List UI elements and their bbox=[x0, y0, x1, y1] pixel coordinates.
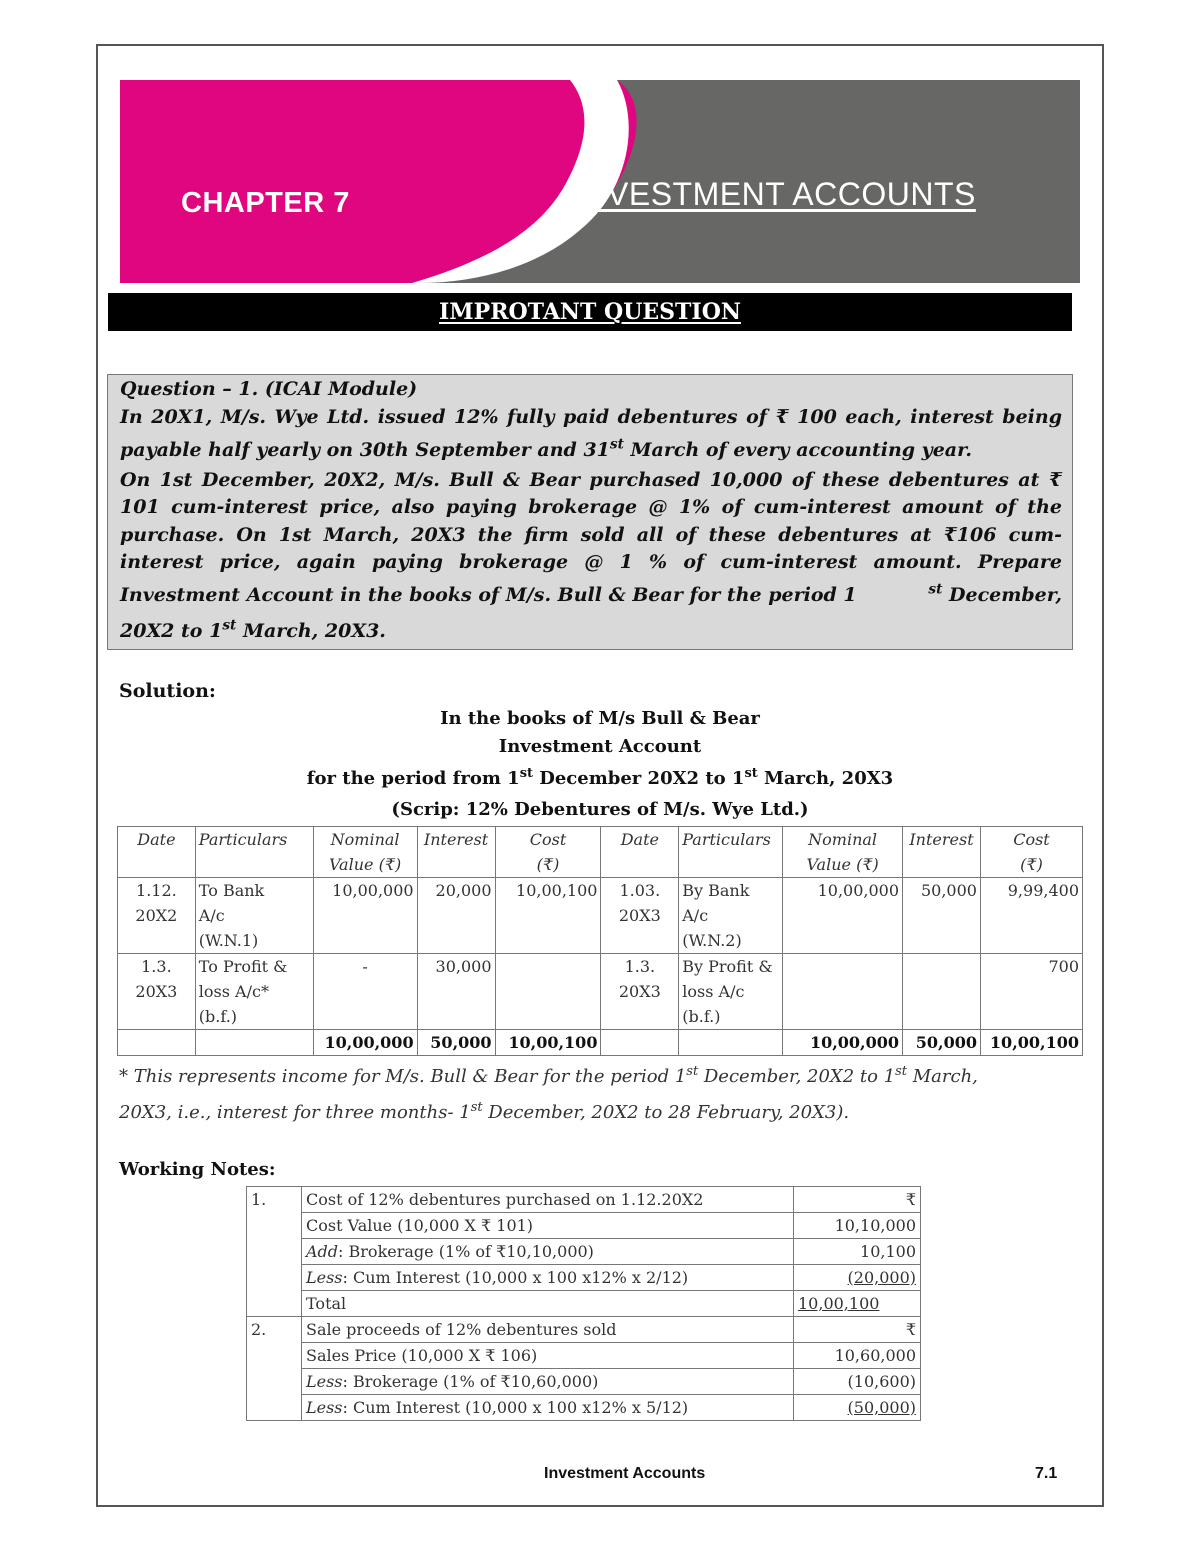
header-cost-line1: Cost bbox=[529, 830, 567, 849]
total-nominal-dr: 10,00,000 bbox=[313, 1030, 417, 1056]
note-item: Sales Price (10,000 X ₹ 106) bbox=[302, 1343, 794, 1369]
question-label-line bbox=[120, 378, 417, 400]
particulars-cell bbox=[195, 878, 313, 954]
question-line-7 bbox=[120, 581, 1062, 606]
particulars-line1: By Bank bbox=[682, 881, 750, 900]
particulars-cell bbox=[679, 878, 783, 954]
empty-cell bbox=[601, 1030, 679, 1056]
superscript: st bbox=[686, 1063, 699, 1079]
header-date-dr: Date bbox=[118, 827, 196, 878]
question-line-7b: December, bbox=[942, 584, 1062, 606]
question-label: Question – 1. bbox=[120, 378, 259, 400]
date-line2: 20X2 bbox=[135, 906, 178, 925]
superscript: st bbox=[895, 1063, 908, 1079]
investment-account-table bbox=[117, 826, 1083, 1056]
date-cell bbox=[118, 878, 196, 954]
header-nominal-line2: Value (₹) bbox=[806, 855, 879, 874]
period-part-c: March, 20X3 bbox=[757, 768, 894, 789]
note-item-text: : Brokerage (1% of ₹10,10,000) bbox=[338, 1242, 594, 1261]
cost-cell: 9,99,400 bbox=[980, 878, 1082, 954]
question-line-4: 101 cum-interest price, also paying brokerage @ 1% of cum-interest amount of the bbox=[120, 496, 1062, 518]
particulars-cell bbox=[195, 954, 313, 1030]
solution-label: Solution: bbox=[119, 680, 216, 702]
table-row bbox=[247, 1213, 921, 1239]
note-item-text: : Brokerage (1% of ₹10,60,000) bbox=[342, 1372, 599, 1391]
interest-cell bbox=[903, 954, 981, 1030]
table-row bbox=[118, 954, 1083, 1030]
empty-cell bbox=[195, 1030, 313, 1056]
date-line1: 1.3. bbox=[624, 957, 656, 976]
nominal-cell: - bbox=[313, 954, 417, 1030]
header-nominal-line2: Value (₹) bbox=[328, 855, 402, 874]
empty-cell bbox=[247, 1343, 302, 1369]
note-item bbox=[302, 1395, 794, 1421]
header-date-cr: Date bbox=[601, 827, 679, 878]
footnote-part: * This represents income for M/s. Bull & Bear for the period 1 bbox=[119, 1066, 687, 1087]
question-line-3: On 1st December, 20X2, M/s. Bull & Bear purchased 10,000 of these debentures at ₹ bbox=[120, 469, 1062, 491]
date-line1: 1.03. bbox=[619, 881, 661, 900]
date-line2: 20X3 bbox=[618, 982, 661, 1001]
note-number: 2. bbox=[247, 1317, 302, 1343]
note-item-prefix: Add bbox=[306, 1242, 339, 1261]
interest-cell: 20,000 bbox=[417, 878, 495, 954]
superscript: st bbox=[222, 617, 237, 634]
note-value: 10,60,000 bbox=[794, 1343, 921, 1369]
date-line1: 1.3. bbox=[141, 957, 172, 976]
table-row bbox=[247, 1187, 921, 1213]
table-row bbox=[247, 1291, 921, 1317]
header-interest-cr: Interest bbox=[903, 827, 981, 878]
currency-symbol: ₹ bbox=[794, 1317, 921, 1343]
question-source: (ICAI Module) bbox=[264, 378, 418, 400]
header-cost-line2: (₹) bbox=[1020, 855, 1043, 874]
particulars-line3: (b.f.) bbox=[682, 1007, 721, 1026]
table-row bbox=[247, 1265, 921, 1291]
currency-symbol: ₹ bbox=[794, 1187, 921, 1213]
empty-cell bbox=[247, 1265, 302, 1291]
note-item: Cost Value (10,000 X ₹ 101) bbox=[302, 1213, 794, 1239]
note-item-text: : Cum Interest (10,000 x 100 x12% x 5/12) bbox=[342, 1398, 689, 1417]
table-row bbox=[247, 1395, 921, 1421]
particulars-line3: (W.N.2) bbox=[682, 931, 742, 950]
superscript: st bbox=[744, 765, 758, 781]
interest-cell: 50,000 bbox=[903, 878, 981, 954]
table-row bbox=[118, 878, 1083, 954]
header-cost-line1: Cost bbox=[1013, 830, 1050, 849]
question-line-2b: March of every accounting year. bbox=[623, 439, 972, 461]
header-cost-dr bbox=[495, 827, 601, 878]
note-value bbox=[794, 1291, 921, 1317]
header-particulars-dr: Particulars bbox=[195, 827, 313, 878]
period-heading bbox=[120, 765, 1080, 789]
empty-cell bbox=[247, 1239, 302, 1265]
total-cost-dr: 10,00,100 bbox=[495, 1030, 601, 1056]
question-line-2a: payable half yearly on 30th September and 31 bbox=[120, 439, 610, 461]
nominal-cell: 10,00,000 bbox=[313, 878, 417, 954]
empty-cell bbox=[118, 1030, 196, 1056]
note-item-text: : Cum Interest (10,000 x 100 x12% x 2/12) bbox=[342, 1268, 689, 1287]
page-number: 7.1 bbox=[1035, 1465, 1058, 1482]
total-interest-dr: 50,000 bbox=[417, 1030, 495, 1056]
note-value: 10,10,000 bbox=[794, 1213, 921, 1239]
date-cell bbox=[118, 954, 196, 1030]
note-value bbox=[794, 1265, 921, 1291]
header-cost-cr bbox=[980, 827, 1082, 878]
table-row bbox=[247, 1369, 921, 1395]
note-item bbox=[302, 1369, 794, 1395]
superscript: st bbox=[609, 436, 624, 453]
date-cell bbox=[601, 878, 679, 954]
superscript: st bbox=[470, 1099, 483, 1115]
note-item bbox=[302, 1239, 794, 1265]
particulars-line3: (b.f.) bbox=[198, 1007, 238, 1026]
cost-cell bbox=[495, 954, 601, 1030]
total-nominal-cr: 10,00,000 bbox=[783, 1030, 903, 1056]
table-row bbox=[247, 1239, 921, 1265]
section-heading-bar bbox=[108, 293, 1072, 331]
chapter-title: INVESTMENT ACCOUNTS bbox=[574, 176, 976, 212]
cost-cell: 700 bbox=[980, 954, 1082, 1030]
footnote-part: 20X3, i.e., interest for three months- 1 bbox=[119, 1102, 471, 1123]
header-cost-line2: (₹) bbox=[536, 855, 560, 874]
superscript: st bbox=[928, 581, 943, 598]
note-value: 10,100 bbox=[794, 1239, 921, 1265]
note-item-prefix: Less bbox=[306, 1372, 343, 1391]
header-nominal-cr bbox=[783, 827, 903, 878]
particulars-line2: loss A/c* bbox=[198, 982, 269, 1001]
footnote-part: December, 20X2 to 28 February, 20X3). bbox=[482, 1102, 850, 1123]
empty-cell bbox=[247, 1213, 302, 1239]
particulars-line3: (W.N.1) bbox=[198, 931, 259, 950]
period-part-b: December 20X2 to 1 bbox=[532, 768, 745, 789]
header-interest-dr: Interest bbox=[417, 827, 495, 878]
question-line-2 bbox=[120, 436, 972, 461]
date-line1: 1.12. bbox=[136, 881, 177, 900]
particulars-line1: To Bank bbox=[198, 881, 265, 900]
date-line2: 20X3 bbox=[135, 982, 178, 1001]
question-line-5: purchase. On 1st March, 20X3 the firm sold all of these debentures at ₹106 cum- bbox=[120, 524, 1062, 546]
nominal-cell: 10,00,000 bbox=[783, 878, 903, 954]
empty-cell bbox=[247, 1395, 302, 1421]
books-heading: In the books of M/s Bull & Bear bbox=[440, 708, 760, 729]
note-value-text: 10,00,100 bbox=[798, 1294, 880, 1313]
question-box bbox=[107, 374, 1073, 650]
scrip-heading: (Scrip: 12% Debentures of M/s. Wye Ltd.) bbox=[391, 799, 809, 820]
date-cell bbox=[601, 954, 679, 1030]
note-value-text: (50,000) bbox=[847, 1398, 916, 1417]
question-line-8a: 20X2 to 1 bbox=[120, 620, 223, 642]
section-heading: IMPROTANT QUESTION bbox=[439, 299, 741, 325]
particulars-line2: loss A/c bbox=[682, 982, 745, 1001]
footnote-part: March, bbox=[907, 1066, 978, 1087]
note-item-prefix: Less bbox=[306, 1268, 343, 1287]
note-item bbox=[302, 1265, 794, 1291]
note-number: 1. bbox=[247, 1187, 302, 1213]
question-line-7a: Investment Account in the books of M/s. Bull & Bear for the period 1 bbox=[120, 584, 857, 606]
header-nominal-line1: Nominal bbox=[330, 830, 400, 849]
table-row bbox=[247, 1343, 921, 1369]
interest-cell: 30,000 bbox=[417, 954, 495, 1030]
footnote-line-2 bbox=[119, 1099, 850, 1123]
note-item: Total bbox=[302, 1291, 794, 1317]
header-nominal-line1: Nominal bbox=[808, 830, 878, 849]
question-line-1: In 20X1, M/s. Wye Ltd. issued 12% fully paid debentures of ₹ 100 each, interest being bbox=[120, 406, 1062, 428]
note-value bbox=[794, 1395, 921, 1421]
total-interest-cr: 50,000 bbox=[903, 1030, 981, 1056]
question-line-8 bbox=[120, 617, 386, 642]
account-heading: Investment Account bbox=[498, 736, 702, 757]
particulars-line2: A/c bbox=[198, 906, 225, 925]
note-item-prefix: Less bbox=[306, 1398, 343, 1417]
note-title: Sale proceeds of 12% debentures sold bbox=[302, 1317, 794, 1343]
working-notes-label: Working Notes: bbox=[119, 1159, 276, 1180]
empty-cell bbox=[679, 1030, 783, 1056]
particulars-line1: By Profit & bbox=[682, 957, 773, 976]
question-line-6: interest price, again paying brokerage @ 1 % of cum-interest amount. Prepare bbox=[120, 551, 1062, 573]
cost-cell: 10,00,100 bbox=[495, 878, 601, 954]
totals-row bbox=[118, 1030, 1083, 1056]
date-line2: 20X3 bbox=[618, 906, 661, 925]
empty-cell bbox=[247, 1291, 302, 1317]
nominal-cell bbox=[783, 954, 903, 1030]
period-part-a: for the period from 1 bbox=[306, 768, 520, 789]
particulars-cell bbox=[679, 954, 783, 1030]
empty-cell bbox=[247, 1369, 302, 1395]
table-header-row bbox=[118, 827, 1083, 878]
note-value: (10,600) bbox=[794, 1369, 921, 1395]
footer-title: Investment Accounts bbox=[544, 1465, 706, 1482]
header-particulars-cr: Particulars bbox=[679, 827, 783, 878]
total-cost-cr: 10,00,100 bbox=[980, 1030, 1082, 1056]
particulars-line2: A/c bbox=[682, 906, 709, 925]
note-value-text: (20,000) bbox=[847, 1268, 916, 1287]
particulars-line1: To Profit & bbox=[198, 957, 288, 976]
table-row bbox=[247, 1317, 921, 1343]
working-notes-table bbox=[246, 1186, 921, 1421]
footnote-part: December, 20X2 to 1 bbox=[698, 1066, 896, 1087]
note-title: Cost of 12% debentures purchased on 1.12.20X2 bbox=[302, 1187, 794, 1213]
question-line-8b: March, 20X3. bbox=[236, 620, 386, 642]
footnote-line-1 bbox=[119, 1063, 978, 1087]
chapter-number: CHAPTER 7 bbox=[181, 187, 350, 219]
superscript: st bbox=[519, 765, 533, 781]
header-nominal-dr bbox=[313, 827, 417, 878]
